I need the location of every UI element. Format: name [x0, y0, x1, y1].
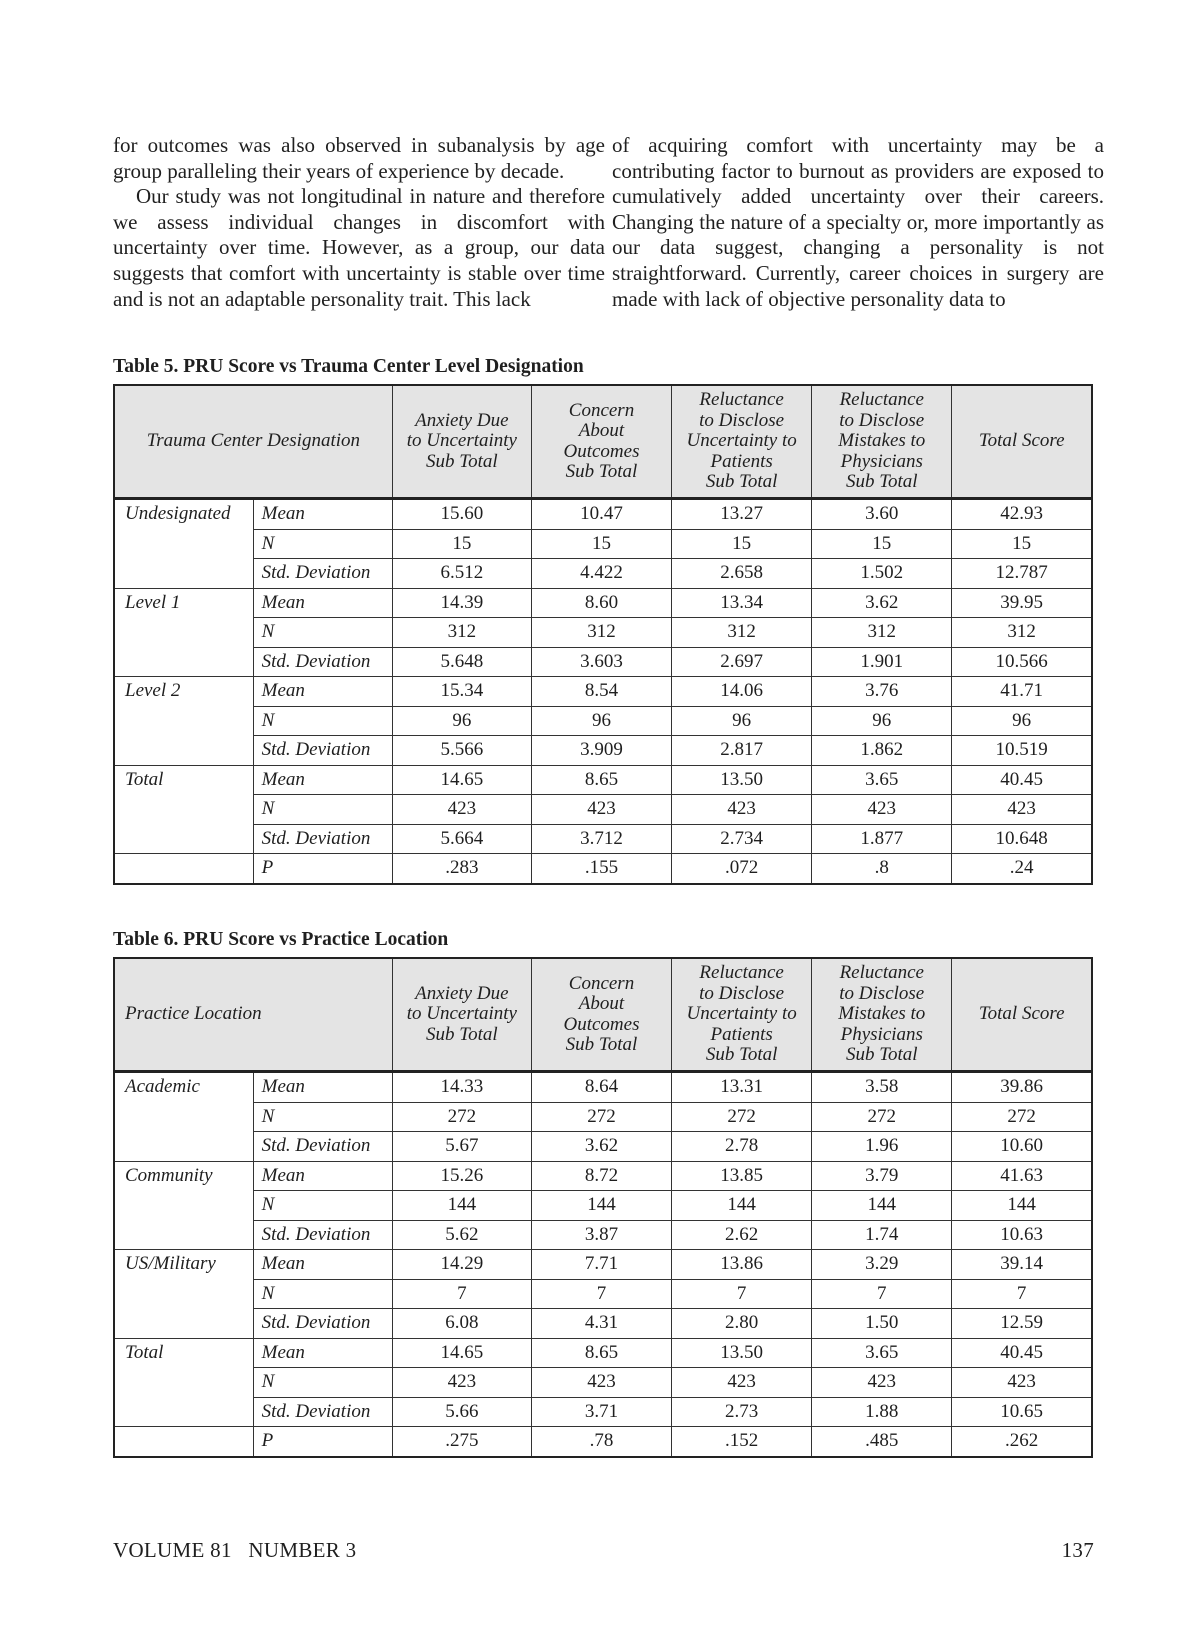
table-cell: 312 — [952, 618, 1092, 648]
column-header-line: Reluctance — [699, 389, 784, 411]
column-header-line: Total Score — [978, 430, 1065, 452]
table-cell: 15 — [812, 529, 952, 559]
table-cell: 2.817 — [672, 736, 812, 766]
table-row — [114, 1072, 1092, 1103]
table-cell: 8.65 — [531, 1338, 671, 1368]
column-header-line: Sub Total — [845, 471, 918, 493]
column-header-line: to Disclose — [839, 409, 925, 431]
column-header-line: Outcomes — [563, 1013, 640, 1035]
table-cell: 10.566 — [952, 647, 1092, 677]
column-header — [392, 958, 531, 1072]
column-header-line: Outcomes — [563, 440, 640, 462]
table-cell: 144 — [812, 1191, 952, 1221]
table-cell: 14.06 — [672, 677, 812, 707]
table-cell: 272 — [531, 1102, 671, 1132]
column-header-line: Sub Total — [426, 1023, 498, 1045]
column-header-line: to Disclose — [699, 409, 785, 431]
empty-cell — [114, 854, 253, 884]
table-cell: 2.697 — [672, 647, 812, 677]
table-cell: 1.50 — [812, 1309, 952, 1339]
group-label: Total — [114, 765, 253, 854]
table6-title: Table 6. PRU Score vs Practice Location — [113, 929, 449, 950]
stat-label: N — [253, 618, 392, 648]
page-number: 137 — [1061, 1538, 1094, 1562]
column-header-line: to Disclose — [699, 982, 785, 1004]
paragraph: Our study was not longitudinal in nature and therefore we assess individual changes in discomfort with uncertainty over time. However, as a group, our data suggests that comfort with uncertainty is stable over time and is not an adaptable personality trait. This lack — [113, 184, 605, 311]
paragraph: of acquiring comfort with uncertainty may be a contributing factor to burnout as providers are exposed to cumulatively added uncertainty over their careers. Changing the nature of a specialty or, more importantly as our data suggest, changing a personality is not straightforward. Currently, career choices in surgery are made with lack of objective personality data to — [612, 133, 1104, 311]
table-cell: 3.62 — [531, 1132, 671, 1162]
table-cell: 272 — [812, 1102, 952, 1132]
table-cell: 7 — [812, 1279, 952, 1309]
table-cell: 423 — [672, 1368, 812, 1398]
table-cell: 15 — [531, 529, 671, 559]
stat-label: Std. Deviation — [253, 1132, 392, 1162]
stat-label: N — [253, 706, 392, 736]
stat-label: N — [253, 1102, 392, 1132]
table-cell: 15.26 — [392, 1161, 531, 1191]
stat-label: Std. Deviation — [253, 1397, 392, 1427]
column-header — [952, 958, 1092, 1072]
table-cell: 272 — [952, 1102, 1092, 1132]
column-header-line: to Uncertainty — [406, 1003, 517, 1025]
group-label: Undesignated — [114, 499, 253, 589]
table-cell: 10.519 — [952, 736, 1092, 766]
stat-label: Std. Deviation — [253, 1309, 392, 1339]
column-header-line: Total Score — [978, 1003, 1065, 1025]
table-cell: 96 — [531, 706, 671, 736]
table-cell: 272 — [392, 1102, 531, 1132]
table-cell: 4.422 — [531, 559, 671, 589]
column-header: Trauma Center Designation — [114, 385, 392, 499]
column-header-line: Reluctance — [839, 389, 924, 411]
stat-label: Mean — [253, 588, 392, 618]
table-row — [114, 588, 1092, 618]
table6 — [113, 957, 1093, 1458]
table-cell: 14.65 — [392, 765, 531, 795]
table-row — [114, 1132, 1092, 1162]
stat-label: N — [253, 1368, 392, 1398]
stat-label: Mean — [253, 677, 392, 707]
column-header — [672, 385, 812, 499]
stat-label: Mean — [253, 499, 392, 530]
table5 — [113, 384, 1093, 885]
table-cell: 42.93 — [952, 499, 1092, 530]
table-row — [114, 647, 1092, 677]
table-cell: 40.45 — [952, 765, 1092, 795]
table-cell: 13.31 — [672, 1072, 812, 1103]
table-cell: .155 — [531, 854, 671, 884]
table-row — [114, 795, 1092, 825]
paragraph: for outcomes was also observed in subanalysis by age group paralleling their years of experience by decade. — [113, 133, 605, 183]
table-cell: 2.73 — [672, 1397, 812, 1427]
table-cell: 144 — [392, 1191, 531, 1221]
table-cell: 7 — [672, 1279, 812, 1309]
table-cell: 312 — [672, 618, 812, 648]
table-cell: 423 — [392, 1368, 531, 1398]
table-cell: 1.901 — [812, 647, 952, 677]
table-cell: 14.65 — [392, 1338, 531, 1368]
table-cell: 312 — [812, 618, 952, 648]
column-header-line: Sub Total — [845, 1044, 918, 1066]
table-cell: 8.60 — [531, 588, 671, 618]
table-row — [114, 1161, 1092, 1191]
stat-label: Std. Deviation — [253, 736, 392, 766]
column-header-line: Patients — [710, 450, 773, 472]
table-cell: 7 — [952, 1279, 1092, 1309]
table-cell: 423 — [952, 1368, 1092, 1398]
table-cell: 144 — [531, 1191, 671, 1221]
table-row — [114, 1338, 1092, 1368]
table-cell: 3.62 — [812, 588, 952, 618]
column-header-line: Anxiety Due — [415, 409, 509, 431]
stat-label: Mean — [253, 1338, 392, 1368]
column-header-line: to Disclose — [839, 982, 925, 1004]
p-value-row — [114, 1427, 1092, 1457]
table-cell: .283 — [392, 854, 531, 884]
table-cell: 5.67 — [392, 1132, 531, 1162]
table-row — [114, 1397, 1092, 1427]
stat-label: Mean — [253, 765, 392, 795]
table-cell: 12.787 — [952, 559, 1092, 589]
table-cell: 15 — [392, 529, 531, 559]
table-cell: 272 — [672, 1102, 812, 1132]
table-row — [114, 499, 1092, 530]
table-row — [114, 677, 1092, 707]
table-cell: 2.78 — [672, 1132, 812, 1162]
table-cell: 3.65 — [812, 1338, 952, 1368]
table-cell: 5.62 — [392, 1220, 531, 1250]
table-row — [114, 765, 1092, 795]
table-cell: 144 — [672, 1191, 812, 1221]
column-header — [812, 385, 952, 499]
table-cell: 7 — [392, 1279, 531, 1309]
table-cell: .152 — [672, 1427, 812, 1457]
group-label: Community — [114, 1161, 253, 1250]
table-cell: 1.96 — [812, 1132, 952, 1162]
column-header-line: Sub Total — [705, 471, 778, 493]
column-header — [952, 385, 1092, 499]
table-cell: 8.65 — [531, 765, 671, 795]
group-label: Level 2 — [114, 677, 253, 766]
header-row — [114, 385, 1092, 499]
stat-label: Mean — [253, 1250, 392, 1280]
table-cell: 3.603 — [531, 647, 671, 677]
stat-label: P — [253, 1427, 392, 1457]
column-header-line: Sub Total — [565, 461, 638, 482]
journal-volume: VOLUME 81 NUMBER 3 — [113, 1538, 357, 1562]
table-cell: 10.65 — [952, 1397, 1092, 1427]
table5-title: Table 5. PRU Score vs Trauma Center Level Designation — [113, 356, 584, 377]
table-cell: 1.862 — [812, 736, 952, 766]
table-cell: 3.79 — [812, 1161, 952, 1191]
group-label: US/Military — [114, 1250, 253, 1339]
table-cell: 3.29 — [812, 1250, 952, 1280]
table-cell: .262 — [952, 1427, 1092, 1457]
stat-label: Mean — [253, 1072, 392, 1103]
column-header-line: Concern — [568, 399, 635, 421]
table-cell: 13.50 — [672, 1338, 812, 1368]
stat-label: N — [253, 1279, 392, 1309]
table-cell: 4.31 — [531, 1309, 671, 1339]
column-header-line: About — [578, 993, 625, 1014]
table-cell: 2.80 — [672, 1309, 812, 1339]
table-cell: 5.648 — [392, 647, 531, 677]
table-cell: .275 — [392, 1427, 531, 1457]
table-cell: .485 — [812, 1427, 952, 1457]
table-row — [114, 706, 1092, 736]
column-header-line: Patients — [710, 1023, 773, 1045]
table-cell: 312 — [392, 618, 531, 648]
table-cell: 7.71 — [531, 1250, 671, 1280]
column-header-line: Sub Total — [705, 1044, 778, 1066]
table-cell: .072 — [672, 854, 812, 884]
table-cell: 2.734 — [672, 824, 812, 854]
column-header-line: Sub Total — [426, 450, 498, 472]
table-cell: 5.664 — [392, 824, 531, 854]
empty-cell — [114, 1427, 253, 1457]
stat-label: N — [253, 1191, 392, 1221]
table-cell: 15.34 — [392, 677, 531, 707]
table-cell: 2.62 — [672, 1220, 812, 1250]
table-cell: 39.86 — [952, 1072, 1092, 1103]
table-row — [114, 1191, 1092, 1221]
stat-label: N — [253, 795, 392, 825]
column-header — [392, 385, 531, 499]
table-cell: 10.63 — [952, 1220, 1092, 1250]
table-cell: 3.60 — [812, 499, 952, 530]
table-cell: 312 — [531, 618, 671, 648]
column-header-line: Uncertainty to — [686, 1003, 797, 1025]
table-cell: 3.87 — [531, 1220, 671, 1250]
table-cell: 40.45 — [952, 1338, 1092, 1368]
table-cell: 3.65 — [812, 765, 952, 795]
group-label: Academic — [114, 1072, 253, 1162]
table-cell: .8 — [812, 854, 952, 884]
table-cell: 96 — [812, 706, 952, 736]
table-cell: 15 — [672, 529, 812, 559]
table-cell: 3.58 — [812, 1072, 952, 1103]
table-cell: 2.658 — [672, 559, 812, 589]
column-header-line: About — [578, 420, 625, 441]
column-header — [812, 958, 952, 1072]
table-cell: 423 — [812, 1368, 952, 1398]
column-header-line: Anxiety Due — [415, 982, 509, 1004]
table-cell: 12.59 — [952, 1309, 1092, 1339]
table-cell: 41.63 — [952, 1161, 1092, 1191]
column-header: Practice Location — [114, 958, 392, 1072]
table-cell: 5.66 — [392, 1397, 531, 1427]
column-header — [531, 958, 671, 1072]
table-cell: 1.502 — [812, 559, 952, 589]
column-header-line: Physicians — [840, 450, 923, 472]
table-cell: .24 — [952, 854, 1092, 884]
column-header — [531, 385, 671, 499]
column-header-line: Sub Total — [565, 1034, 638, 1055]
table-cell: 10.47 — [531, 499, 671, 530]
table-row — [114, 1250, 1092, 1280]
table-cell: 96 — [392, 706, 531, 736]
column-header-line: Mistakes to — [838, 430, 926, 452]
column-header-line: Physicians — [840, 1023, 923, 1045]
column-header-line: Reluctance — [699, 962, 784, 984]
table-cell: 8.54 — [531, 677, 671, 707]
group-label: Level 1 — [114, 588, 253, 677]
table-cell: 3.71 — [531, 1397, 671, 1427]
table-cell: 423 — [531, 1368, 671, 1398]
stat-label: Mean — [253, 1161, 392, 1191]
table-cell: 15.60 — [392, 499, 531, 530]
column-header-line: to Uncertainty — [406, 430, 517, 452]
table-cell: 5.566 — [392, 736, 531, 766]
column-header — [672, 958, 812, 1072]
right-text-column — [612, 133, 1104, 312]
stat-label: Std. Deviation — [253, 824, 392, 854]
table-cell: 14.39 — [392, 588, 531, 618]
table-cell: 14.29 — [392, 1250, 531, 1280]
table-cell: 13.50 — [672, 765, 812, 795]
table-cell: 3.909 — [531, 736, 671, 766]
table-cell: 6.512 — [392, 559, 531, 589]
table-cell: 13.85 — [672, 1161, 812, 1191]
table-cell: 7 — [531, 1279, 671, 1309]
left-text-column — [113, 133, 605, 312]
table-cell: 96 — [672, 706, 812, 736]
table-row — [114, 618, 1092, 648]
table-row — [114, 1102, 1092, 1132]
table-row — [114, 1368, 1092, 1398]
p-value-row — [114, 854, 1092, 884]
table-cell: 423 — [952, 795, 1092, 825]
stat-label: Std. Deviation — [253, 1220, 392, 1250]
stat-label: N — [253, 529, 392, 559]
table-cell: 39.14 — [952, 1250, 1092, 1280]
stat-label: P — [253, 854, 392, 884]
table-cell: 96 — [952, 706, 1092, 736]
table-row — [114, 1220, 1092, 1250]
table-cell: 10.648 — [952, 824, 1092, 854]
table-cell: 8.72 — [531, 1161, 671, 1191]
table-row — [114, 529, 1092, 559]
table-cell: 1.88 — [812, 1397, 952, 1427]
table-cell: 8.64 — [531, 1072, 671, 1103]
table-cell: 10.60 — [952, 1132, 1092, 1162]
table-row — [114, 559, 1092, 589]
header-row — [114, 958, 1092, 1072]
table-cell: 13.86 — [672, 1250, 812, 1280]
table-cell: 14.33 — [392, 1072, 531, 1103]
column-header-line: Concern — [568, 972, 635, 994]
table-row — [114, 1309, 1092, 1339]
column-header-line: Uncertainty to — [686, 430, 797, 452]
column-header-line: Reluctance — [839, 962, 924, 984]
table-cell: 423 — [812, 795, 952, 825]
table-cell: 423 — [672, 795, 812, 825]
stat-label: Std. Deviation — [253, 559, 392, 589]
table-cell: 15 — [952, 529, 1092, 559]
table-cell: 13.34 — [672, 588, 812, 618]
table-cell: 3.712 — [531, 824, 671, 854]
table-row — [114, 824, 1092, 854]
table-cell: .78 — [531, 1427, 671, 1457]
table-cell: 6.08 — [392, 1309, 531, 1339]
table-cell: 423 — [531, 795, 671, 825]
table-cell: 13.27 — [672, 499, 812, 530]
table-cell: 1.74 — [812, 1220, 952, 1250]
table-row — [114, 1279, 1092, 1309]
table-row — [114, 736, 1092, 766]
table-cell: 3.76 — [812, 677, 952, 707]
table-cell: 423 — [392, 795, 531, 825]
table-cell: 144 — [952, 1191, 1092, 1221]
table-cell: 39.95 — [952, 588, 1092, 618]
stat-label: Std. Deviation — [253, 647, 392, 677]
table-cell: 41.71 — [952, 677, 1092, 707]
group-label: Total — [114, 1338, 253, 1427]
table-cell: 1.877 — [812, 824, 952, 854]
column-header-line: Mistakes to — [838, 1003, 926, 1025]
